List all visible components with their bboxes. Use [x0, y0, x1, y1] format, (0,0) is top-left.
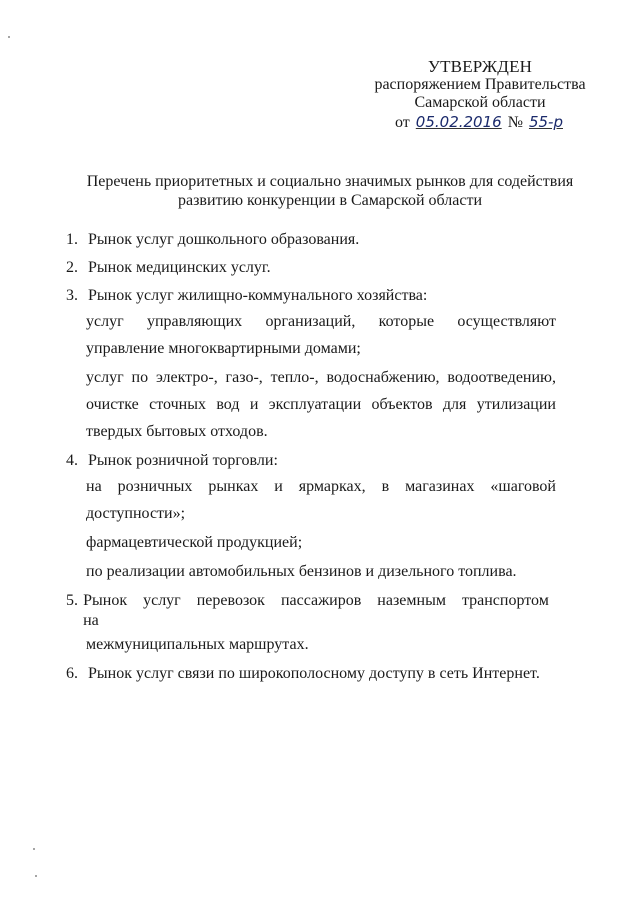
- item-number: 5.: [66, 592, 78, 609]
- list-item: [66, 451, 556, 471]
- scan-speck: [8, 36, 10, 38]
- item-text: Рынок услуг дошкольного образования.: [88, 231, 360, 248]
- approval-date-line: [360, 113, 600, 132]
- handwritten-number: 55-р: [528, 113, 563, 131]
- sub-item: услуг управляющих организаций, которые осуществляют управление многоквартирными домами;: [86, 313, 556, 357]
- item-text: Рынок розничной торговли:: [88, 452, 278, 469]
- item-number: 6.: [66, 665, 78, 682]
- number-prefix: №: [507, 114, 523, 131]
- approval-line-2: Самарской области: [414, 94, 546, 111]
- item-wrap: [66, 591, 556, 631]
- handwritten-date: 05.02.2016: [415, 113, 502, 131]
- item-continuation: межмуниципальных маршрутах.: [86, 636, 309, 653]
- sub-item: на розничных рынках и ярмарках, в магазинах «шаговой доступности»;: [86, 478, 556, 522]
- approval-line-1: распоряжением Правительства: [374, 76, 586, 93]
- title-line-1: Перечень приоритетных и социально значимых рынков для содействия: [86, 173, 574, 190]
- item-text: Рынок услуг перевозок пассажиров наземным транспортом на: [83, 592, 549, 629]
- item-number: 4.: [66, 452, 78, 469]
- sub-item: фармацевтической продукцией;: [86, 534, 303, 551]
- sub-item: по реализации автомобильных бензинов и дизельного топлива.: [86, 563, 517, 580]
- list-item: [66, 258, 556, 278]
- markets-list: [66, 230, 556, 692]
- item-text: Рынок услуг связи по широкополосному доступу в сеть Интернет.: [88, 665, 540, 682]
- approval-heading: УТВЕРЖДЕН: [427, 57, 533, 76]
- item-number: 3.: [66, 287, 78, 304]
- scan-speck: [33, 848, 35, 850]
- approval-stamp: [360, 58, 600, 132]
- list-item: [66, 286, 556, 306]
- item-text: Рынок услуг жилищно-коммунального хозяйства:: [88, 287, 428, 304]
- item-number: 1.: [66, 231, 78, 248]
- item-number: 2.: [66, 259, 78, 276]
- scan-speck: [35, 875, 37, 877]
- date-prefix: от: [395, 114, 410, 131]
- item-text: Рынок медицинских услуг.: [88, 259, 271, 276]
- title-line-2: развитию конкуренции в Самарской области: [177, 192, 483, 209]
- document-title: [60, 172, 600, 210]
- list-item: [66, 591, 556, 631]
- list-item: [66, 664, 556, 684]
- sub-item: услуг по электро-, газо-, тепло-, водоснабжению, водоотведению, очистке сточных вод и эксплуатации объектов для утилизации твердых бытовых отходов.: [86, 369, 556, 440]
- list-item: [66, 230, 556, 250]
